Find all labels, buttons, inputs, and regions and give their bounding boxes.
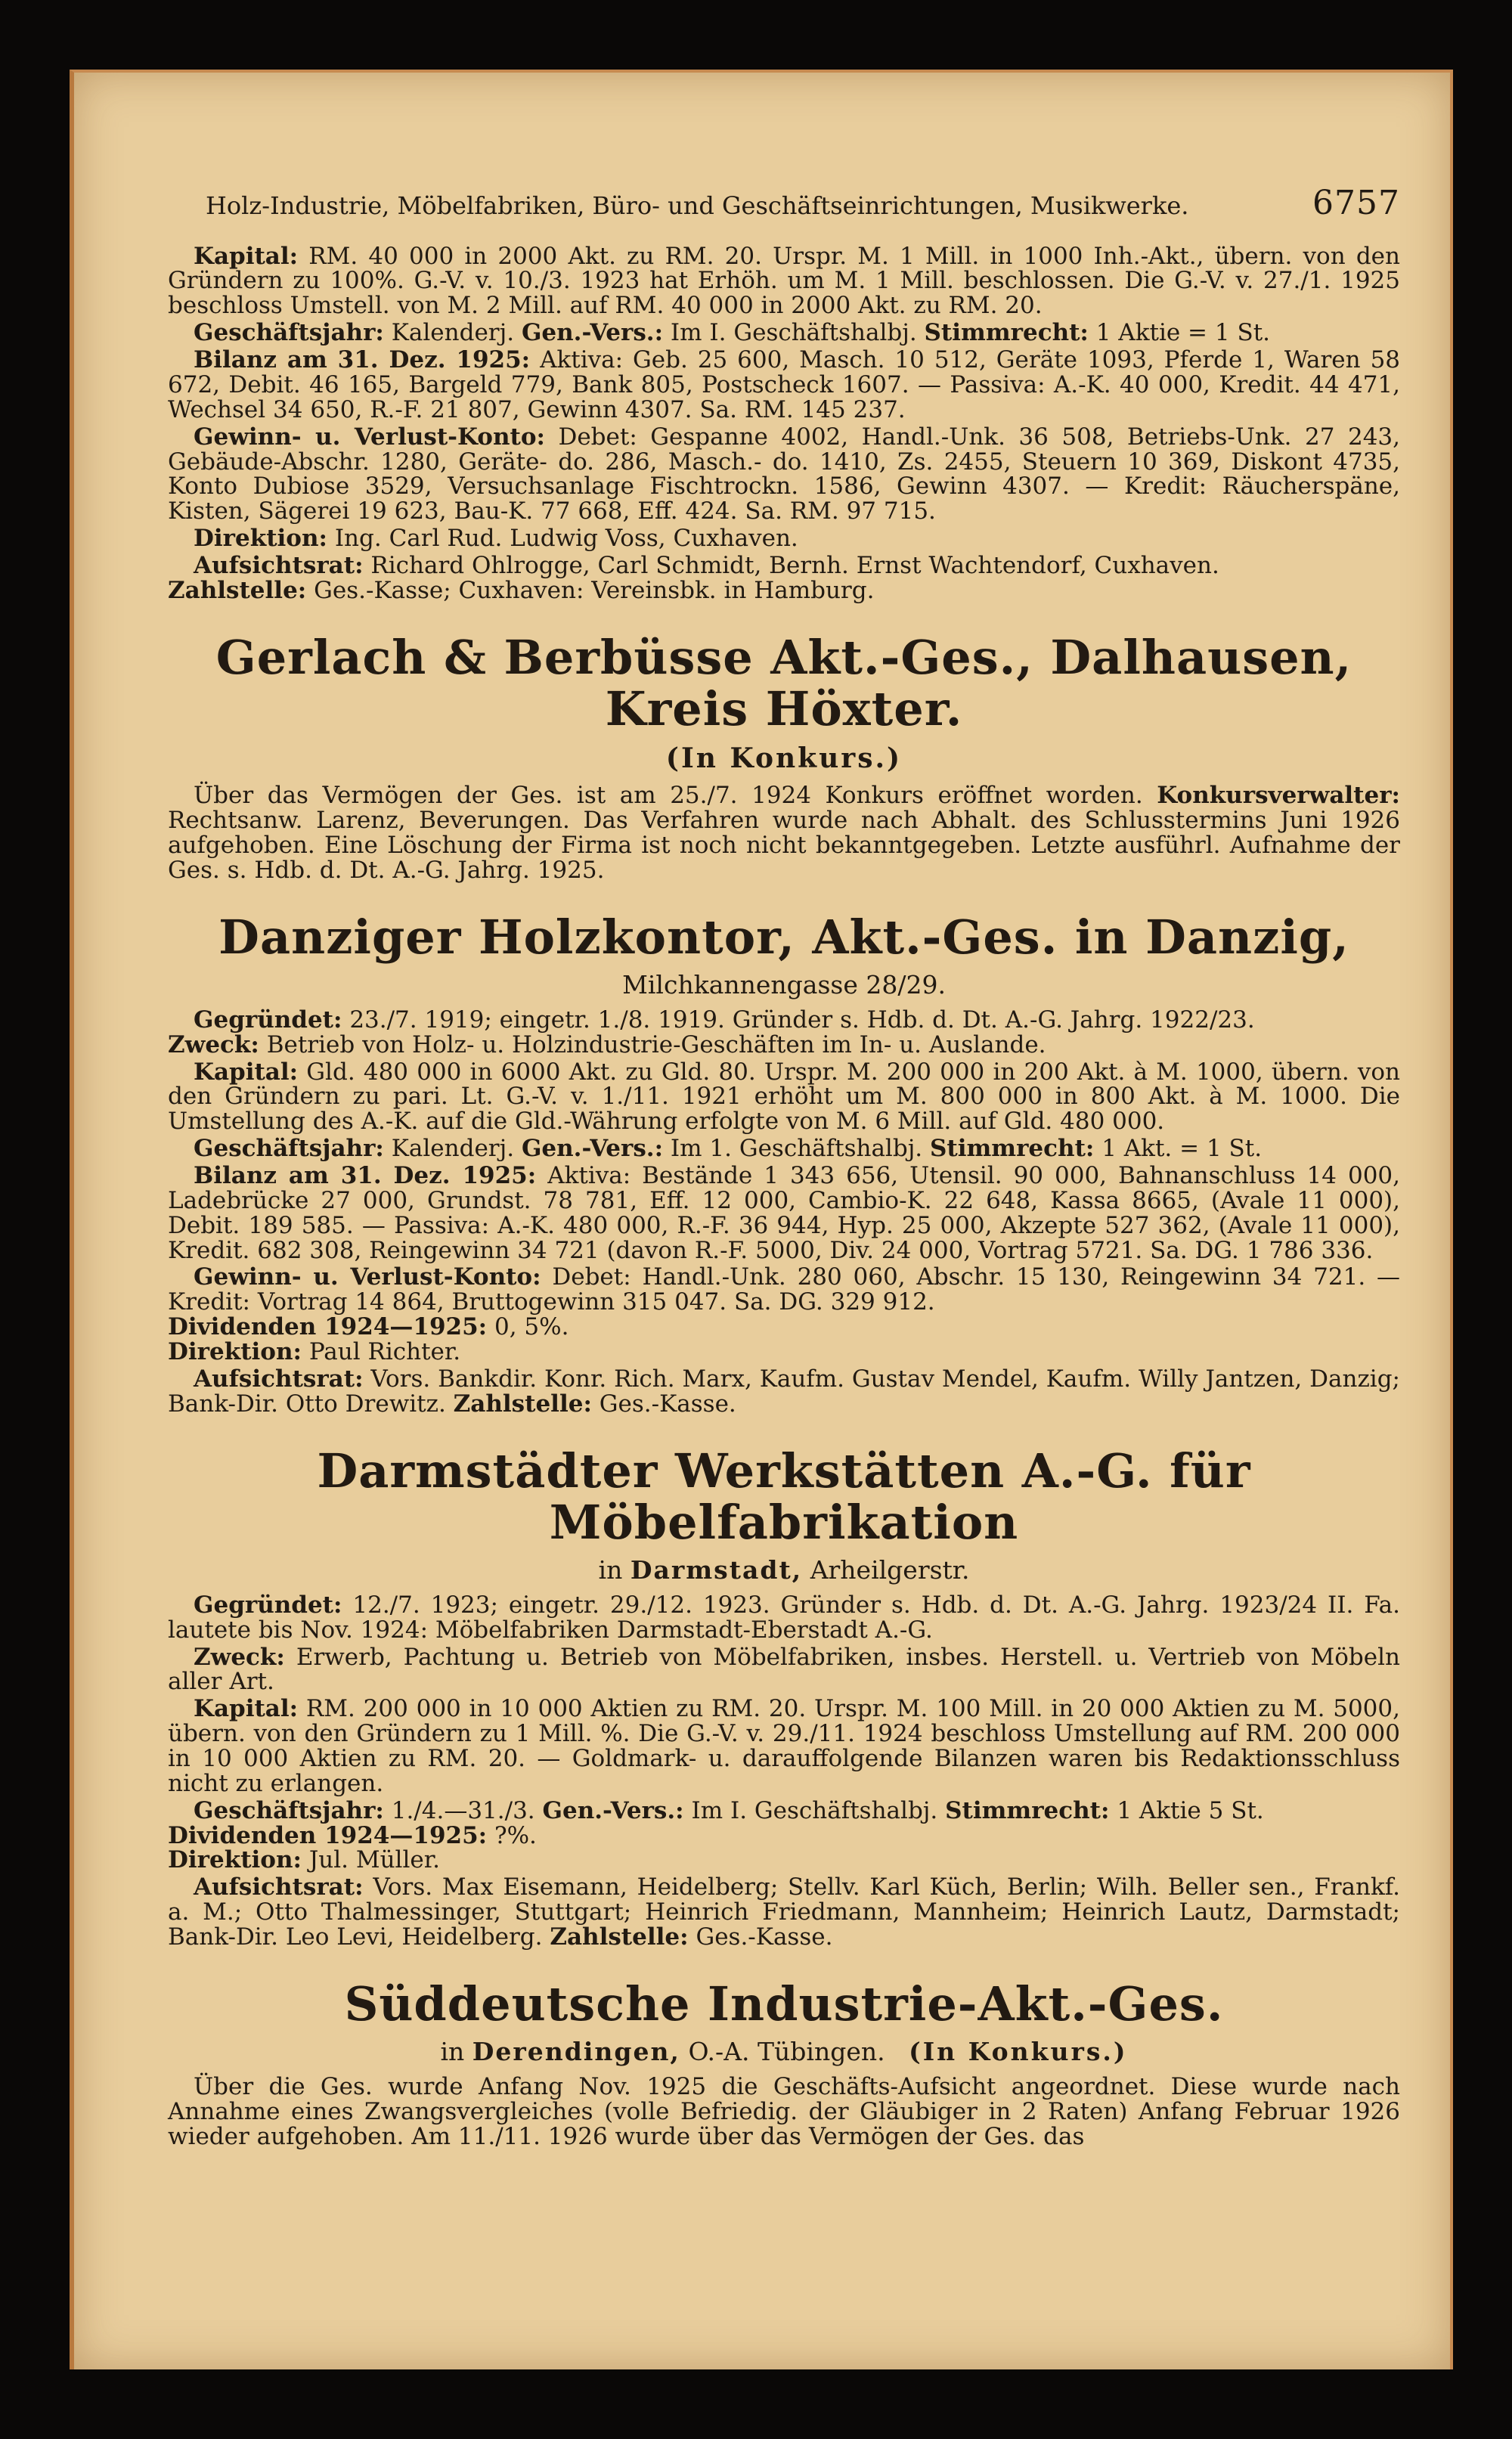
text-direktion: Ing. Carl Rud. Ludwig Voss, Cuxhaven. <box>334 525 798 553</box>
label-gegruendet: Gegründet: <box>194 1591 342 1619</box>
paragraph-aufsichtsrat <box>168 1367 1400 1417</box>
document-page <box>70 70 1453 2369</box>
paragraph-geschaeftsjahr <box>168 1796 1400 1874</box>
label-bilanz: Bilanz am 31. Dez. 1925: <box>194 346 531 374</box>
company-title: Danziger Holzkontor, Akt.-Ges. in Danzig, <box>218 909 1349 965</box>
label-aufsichtsrat: Aufsichtsrat: <box>194 1365 364 1393</box>
page-number: 6757 <box>1312 184 1400 222</box>
text-aufsichtsrat: Vors. Max Eisemann, Heidelberg; Stellv. Karl Küch, Berlin; Wilh. Beller sen., Frankf. a. M.; Otto Thalmessinger, Stuttgart; Heinrich Friedmann, Mannheim; Heinrich Lautz, Darmstadt; Bank-Dir. Leo Levi, Heidelberg. <box>168 1873 1400 1951</box>
text-zahlstelle: Ges.-Kasse; Cuxhaven: Vereinsbk. in Hamburg. <box>314 576 875 604</box>
text-zweck: Betrieb von Holz- u. Holzindustrie-Geschäften im In- u. Auslande. <box>266 1030 1046 1058</box>
paragraph-kapital <box>168 1060 1400 1135</box>
entry-sueddeutsche-industrie <box>168 1976 1400 2150</box>
label-kapital: Kapital: <box>194 242 299 270</box>
label-direktion: Direktion: <box>168 1846 302 1874</box>
paragraph-zweck <box>168 1645 1400 1695</box>
text-kapital: Gld. 480 000 in 6000 Akt. zu Gld. 80. Urspr. M. 200 000 in 200 Akt. à M. 1000, übern. von den Gründern zu pari. Lt. G.-V. v. 1./11. 1921 erhöht um M. 800 000 in 800 Akt. à M. 1000. Die Umstellung des A.-K. auf die Gld.-Währung erfolgte von M. 6 Mill. auf Gld. 480 000. <box>168 1058 1401 1136</box>
text-gegruendet: 23./7. 1919; eingetr. 1./8. 1919. Gründer s. Hdb. d. Dt. A.-G. Jahrg. 1922/23. <box>349 1006 1255 1034</box>
paragraph-bilanz <box>168 348 1400 423</box>
text-aufsichtsrat: Richard Ohlrogge, Carl Schmidt, Bernh. Ernst Wachtendorf, Cuxhaven. <box>370 551 1219 579</box>
label-geschaeftsjahr: Geschäftsjahr: <box>194 1796 384 1824</box>
text-direktion: Paul Richter. <box>308 1337 461 1365</box>
konkurs-notice: (In Konkurs.) <box>665 742 903 775</box>
paragraph-kapital <box>168 1697 1400 1796</box>
page-content <box>168 186 1400 2152</box>
text-genvers: Im 1. Geschäftshalbj. <box>670 1135 923 1163</box>
location-rest: O.-A. Tübingen. <box>688 2037 885 2067</box>
paragraph-aufsichtsrat <box>168 1875 1400 1950</box>
label-stimmrecht: Stimmrecht: <box>924 319 1089 347</box>
text-bilanz: Aktiva: Geb. 25 600, Masch. 10 512, Geräte 1093, Pferde 1, Waren 58 672, Debit. 46 165, Bargeld 779, Bank 805, Postscheck 1607. — Passiva: A.-K. 40 000, Kredit. 44 471, Wechsel 34 650, R.-F. 21 807, Gewinn 4307. Sa. RM. 145 237. <box>168 346 1401 423</box>
text-konkurs-a: Über das Vermögen der Ges. ist am 25./7. 1924 Konkurs eröffnet worden. <box>194 782 1143 810</box>
label-dividenden: Dividenden 1924—1925: <box>168 1313 488 1341</box>
label-genvers: Gen.-Vers.: <box>521 319 664 347</box>
text-dividenden: 0, 5%. <box>494 1313 569 1341</box>
paragraph-geschaeftsjahr <box>168 321 1400 346</box>
text-zweck: Erwerb, Pachtung u. Betrieb von Möbelfabriken, insbes. Herstell. u. Vertrieb von Möbeln aller Art. <box>168 1643 1400 1696</box>
paragraph-geschaeftsjahr <box>168 1136 1400 1161</box>
text-geschaeftsjahr: Kalenderj. <box>391 1135 515 1163</box>
text-konkurs-b: Rechtsanw. Larenz, Beverungen. Das Verfahren wurde nach Abhalt. des Schlusstermins Juni 1926 aufgehoben. Eine Löschung der Firma ist noch nicht bekanntgegeben. Letzte ausführl. Aufnahme der Ges. s. Hdb. d. Dt. A.-G. Jahrg. 1925. <box>168 807 1400 884</box>
paragraph-text: Über die Ges. wurde Anfang Nov. 1925 die Geschäfts-Aufsicht angeordnet. Diese wurde nach Annahme eines Zwangsvergleiches (volle Befriedig. der Gläubiger in 2 Raten) Anfang Februar 1926 wieder aufgehoben. Am 11./11. 1926 wurde über das Vermögen der Ges. das <box>168 2073 1400 2150</box>
running-title: Holz-Industrie, Möbelfabriken, Büro- und Geschäftseinrichtungen, Musikwerke. <box>206 191 1189 220</box>
label-genvers: Gen.-Vers.: <box>542 1796 684 1824</box>
company-location <box>168 2039 1400 2066</box>
label-direktion: Direktion: <box>168 1337 302 1365</box>
label-zahlstelle: Zahlstelle: <box>453 1390 592 1418</box>
company-title: Süddeutsche Industrie-Akt.-Ges. <box>344 1976 1224 2031</box>
text-guv: Debet: Handl.-Unk. 280 060, Abschr. 15 130, Reingewinn 34 721. — Kredit: Vortrag 14 864, Bruttogewinn 315 047. Sa. DG. 329 912. <box>168 1263 1401 1316</box>
text-kapital: RM. 40 000 in 2000 Akt. zu RM. 20. Urspr. M. 1 Mill. in 1000 Inh.-Akt., übern. von den Gründern zu 100%. G.-V. v. 10./3. 1923 hat Erhöh. um M. 1 Mill. beschlossen. Die G.-V. v. 27./1. 1925 beschloss Umstell. von M. 2 Mill. auf RM. 40 000 in 2000 Akt. zu RM. 20. <box>168 242 1400 320</box>
label-konkursverwalter: Konkursverwalter: <box>1157 782 1400 810</box>
text-gegruendet: 12./7. 1923; eingetr. 29./12. 1923. Gründer s. Hdb. d. Dt. A.-G. Jahrg. 1923/24 II. Fa. lautete bis Nov. 1924: Möbelfabriken Darmstadt-Eberstadt A.-G. <box>168 1591 1400 1644</box>
label-direktion: Direktion: <box>194 525 327 553</box>
text-stimmrecht: 1 Aktie 5 St. <box>1117 1796 1264 1824</box>
label-guv: Gewinn- u. Verlust-Konto: <box>194 423 545 451</box>
paragraph-gegruendet <box>168 1008 1400 1058</box>
company-address: Milchkannengasse 28/29. <box>622 969 946 999</box>
text-aufsichtsrat: Vors. Bankdir. Konr. Rich. Marx, Kaufm. Gustav Mendel, Kaufm. Willy Jantzen, Danzig; Bank-Dir. Otto Drewitz. <box>168 1365 1400 1418</box>
konkurs-notice: (In Konkurs.) <box>909 2037 1128 2067</box>
label-kapital: Kapital: <box>194 1695 299 1723</box>
paragraph-konkurs <box>168 783 1400 882</box>
label-zweck: Zweck: <box>194 1643 285 1671</box>
paragraph-bilanz <box>168 1161 1400 1264</box>
text-stimmrecht: 1 Akt. = 1 St. <box>1101 1135 1263 1163</box>
text-zahlstelle: Ges.-Kasse. <box>696 1923 833 1951</box>
label-kapital: Kapital: <box>194 1058 299 1086</box>
company-location <box>168 1554 1400 1585</box>
entry-darmstaedter-werkstaetten <box>168 1443 1400 1951</box>
label-guv: Gewinn- u. Verlust-Konto: <box>194 1263 541 1291</box>
location-in: in <box>598 1554 623 1585</box>
label-geschaeftsjahr: Geschäftsjahr: <box>194 319 384 347</box>
text-genvers: Im I. Geschäftshalbj. <box>691 1796 938 1824</box>
paragraph-guv <box>168 425 1400 524</box>
label-aufsichtsrat: Aufsichtsrat: <box>194 1873 364 1901</box>
location-city: Darmstadt, <box>630 1554 803 1585</box>
text-dividenden: ?%. <box>494 1821 537 1849</box>
label-bilanz: Bilanz am 31. Dez. 1925: <box>194 1161 537 1189</box>
company-title: Darmstädter Werkstätten A.-G. für Möbelfabrikation <box>317 1443 1251 1550</box>
label-zahlstelle: Zahlstelle: <box>168 576 307 604</box>
label-genvers: Gen.-Vers.: <box>521 1135 664 1163</box>
label-aufsichtsrat: Aufsichtsrat: <box>194 551 364 579</box>
text-zahlstelle: Ges.-Kasse. <box>599 1390 736 1418</box>
label-stimmrecht: Stimmrecht: <box>930 1135 1095 1163</box>
paragraph-aufsichtsrat <box>168 553 1400 603</box>
text-genvers: Im I. Geschäftshalbj. <box>670 319 917 347</box>
text-stimmrecht: 1 Aktie = 1 St. <box>1095 319 1271 347</box>
entry-cuxhaven-continued <box>168 244 1400 603</box>
text-guv: Debet: Gespanne 4002, Handl.-Unk. 36 508, Betriebs-Unk. 27 243, Gebäude-Abschr. 1280, Geräte- do. 286, Masch.- do. 1410, Zs. 2455, Steuern 10 369, Diskont 4735, Konto Dubiose 3529, Versuchsanlage Fischtrockn. 1586, Gewinn 4307. — Kredit: Räucherspäne, Kisten, Sägerei 19 623, Bau-K. 77 668, Eff. 424. Sa. RM. 97 715. <box>168 423 1401 525</box>
paragraph-direktion <box>168 526 1400 551</box>
label-stimmrecht: Stimmrecht: <box>945 1796 1110 1824</box>
entry-gerlach-berbuesse <box>168 629 1400 884</box>
label-gegruendet: Gegründet: <box>194 1006 342 1034</box>
location-street: Arheilgerstr. <box>810 1554 970 1585</box>
text-geschaeftsjahr: Kalenderj. <box>391 319 515 347</box>
text-bilanz: Aktiva: Bestände 1 343 656, Utensil. 90 000, Bahnanschluss 14 000, Ladebrücke 27 000, Grundst. 78 781, Eff. 12 000, Cambio-K. 22 648, Kassa 8665, (Avale 11 000), Debit. 189 585. — Passiva: A.-K. 480 000, R.-F. 36 944, Hyp. 25 000, Akzepte 527 362, (Avale 11 000), Kredit. 682 308, Reingewinn 34 721 (davon R.-F. 5000, Div. 24 000, Vortrag 5721. Sa. DG. 1 786 336. <box>168 1161 1400 1264</box>
label-zahlstelle: Zahlstelle: <box>550 1923 689 1951</box>
page-header <box>168 186 1400 222</box>
entry-danziger-holzkontor <box>168 909 1401 1418</box>
label-zweck: Zweck: <box>168 1030 259 1058</box>
label-dividenden: Dividenden 1924—1925: <box>168 1821 488 1849</box>
company-title: Gerlach & Berbüsse Akt.-Ges., Dalhausen, Kreis Höxter. <box>215 629 1352 736</box>
label-geschaeftsjahr: Geschäftsjahr: <box>194 1135 384 1163</box>
text-kapital: RM. 200 000 in 10 000 Aktien zu RM. 20. Urspr. M. 100 Mill. in 20 000 Aktien zu M. 5000, übern. von den Gründern zu 1 Mill. %. Die G.-V. v. 29./11. 1924 beschloss Umstellung auf RM. 200 000 in 10 000 Aktien zu RM. 20. — Goldmark- u. darauffolgende Bilanzen waren bis Redaktionsschluss nicht zu erlangen. <box>168 1695 1400 1797</box>
paragraph-gegruendet <box>168 1593 1400 1643</box>
location-in: in <box>440 2037 465 2067</box>
paragraph-guv <box>168 1265 1400 1364</box>
location-city: Derendingen, <box>472 2037 680 2067</box>
text-geschaeftsjahr: 1./4.—31./3. <box>391 1796 535 1824</box>
text-direktion: Jul. Müller. <box>308 1846 440 1874</box>
paragraph-kapital <box>168 244 1400 319</box>
